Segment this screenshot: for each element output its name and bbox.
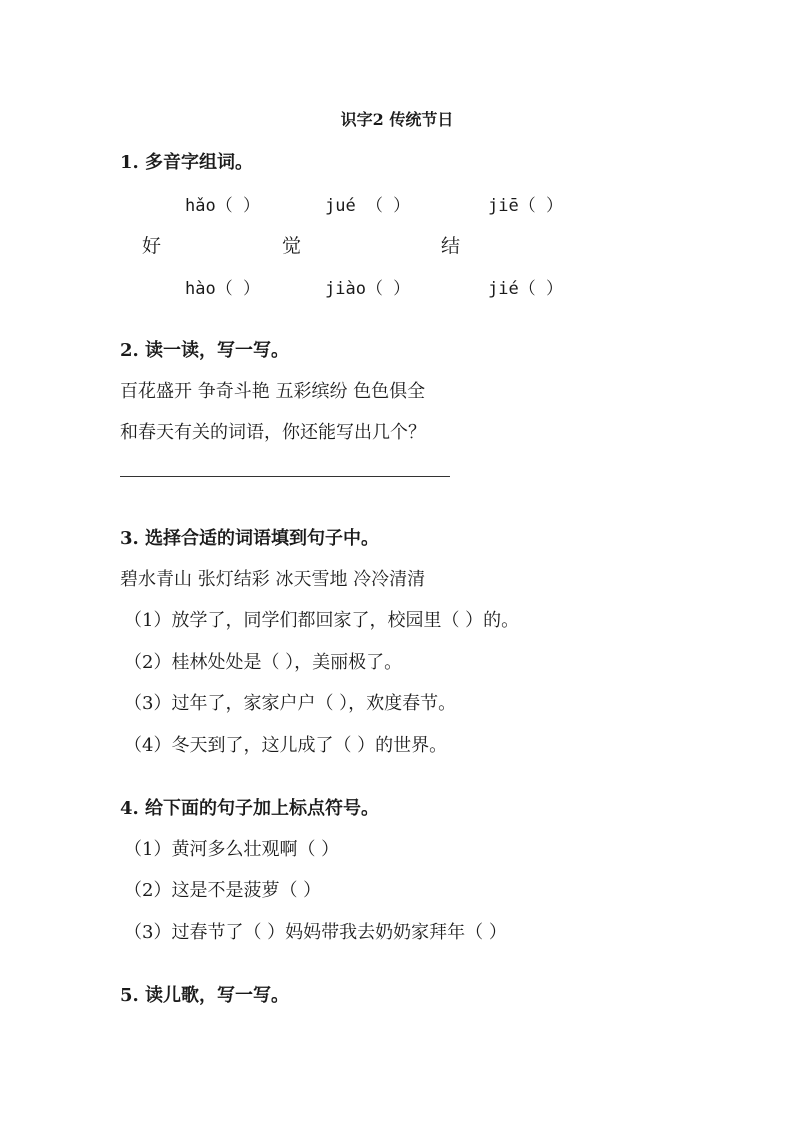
pinyin-jie1: jiē（ ） <box>488 196 563 216</box>
q1-heading: 1. 多音字组词。 <box>120 152 254 173</box>
char-hao: 好 <box>142 235 162 257</box>
pinyin-jue2: jué （ ） <box>325 196 411 216</box>
q3-item-4: （4）冬天到了，这儿成了（ ）的世界。 <box>124 735 448 756</box>
q4-item-3: （3）过春节了（ ）妈妈带我去奶奶家拜年（ ） <box>124 922 507 943</box>
page-title: 识字2 传统节日 <box>340 110 454 129</box>
q4-item-1: （1）黄河多么壮观啊（ ） <box>124 839 340 860</box>
pinyin-hao4: hào（ ） <box>185 279 260 299</box>
q3-item-3: （3）过年了，家家户户（ ），欢度春节。 <box>124 693 457 714</box>
pinyin-hao3: hǎo（ ） <box>185 196 260 216</box>
char-jie: 结 <box>441 235 461 257</box>
q4-item-2: （2）这是不是菠萝（ ） <box>124 880 322 901</box>
q3-item-1: （1）放学了，同学们都回家了，校园里（ ）的。 <box>124 610 520 631</box>
q4-heading: 4. 给下面的句子加上标点符号。 <box>120 798 380 819</box>
q2-question: 和春天有关的词语，你还能写出几个？ <box>120 422 426 443</box>
q3-item-2: （2）桂林处处是（ ），美丽极了。 <box>124 652 403 673</box>
pinyin-jie2: jié（ ） <box>488 279 563 299</box>
q3-word-list: 碧水青山 张灯结彩 冰天雪地 冷冷清清 <box>120 569 426 590</box>
answer-line[interactable] <box>120 476 450 477</box>
char-jue: 觉 <box>282 235 302 257</box>
q5-heading: 5. 读儿歌，写一写。 <box>120 985 290 1006</box>
pinyin-jiao4: jiào（ ） <box>325 279 411 299</box>
q2-word-list: 百花盛开 争奇斗艳 五彩缤纷 色色俱全 <box>120 381 426 402</box>
q3-heading: 3. 选择合适的词语填到句子中。 <box>120 528 380 549</box>
q2-heading: 2. 读一读，写一写。 <box>120 340 290 361</box>
